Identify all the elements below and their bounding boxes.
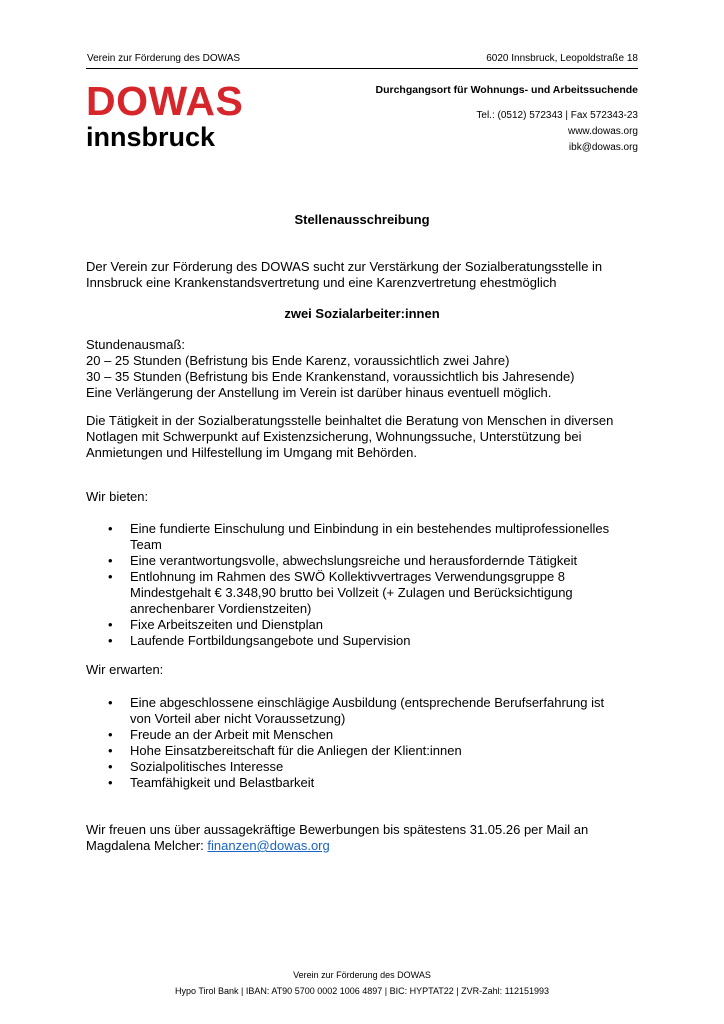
intro-line: Innsbruck eine Krankenstandsvertretung und eine Karenzvertretung ehestmöglich	[86, 275, 557, 290]
description-line: Anmietungen und Hilfestellung im Umgang mit Behörden.	[86, 445, 417, 460]
contact-email: ibk@dowas.org	[568, 142, 638, 153]
org-tagline: Durchgangsort für Wohnungs- und Arbeitssuchende	[375, 84, 638, 96]
website: www.dowas.org	[567, 126, 638, 137]
description-line: Die Tätigkeit in der Sozialberatungsstelle beinhaltet die Beratung von Menschen in diversen	[86, 413, 614, 428]
footer-org: Verein zur Förderung des DOWAS	[293, 970, 431, 980]
document-title: Stellenausschreibung	[294, 212, 430, 227]
phone-fax: Tel.: (0512) 572343 | Fax 572343-23	[476, 110, 638, 121]
list-item: • Sozialpolitisches Interesse	[86, 759, 646, 775]
contact-person: Magdalena Melcher:	[86, 838, 208, 853]
position-title: zwei Sozialarbeiter:innen	[284, 306, 440, 321]
footer-bank-details: Hypo Tirol Bank | IBAN: AT90 5700 0002 1006 4897 | BIC: HYPTAT22 | ZVR-Zahl: 112151993	[174, 986, 550, 996]
closing-line	[86, 838, 646, 854]
list-item: • Eine verantwortungsvolle, abwechslungsreiche und herausfordernde Tätigkeit	[86, 553, 646, 569]
hours-line: 30 – 35 Stunden (Befristung bis Ende Krankenstand, voraussichtlich bis Jahresende)	[86, 369, 575, 384]
header-address: 6020 Innsbruck, Leopoldstraße 18	[486, 53, 638, 64]
list-item: • Laufende Fortbildungsangebote und Supervision	[86, 633, 646, 649]
list-item: • Teamfähigkeit und Belastbarkeit	[86, 775, 646, 791]
offer-list	[86, 521, 646, 649]
expect-heading: Wir erwarten:	[86, 662, 164, 677]
application-email-link[interactable]: finanzen@dowas.org	[207, 838, 330, 853]
hours-line: 20 – 25 Stunden (Befristung bis Ende Karenz, voraussichtlich zwei Jahre)	[86, 353, 510, 368]
dowas-logo	[86, 78, 244, 152]
footer	[0, 967, 724, 999]
contact-block	[376, 84, 639, 156]
hours-paragraph	[86, 337, 646, 401]
closing-paragraph	[86, 822, 646, 854]
list-item: • Fixe Arbeitszeiten und Dienstplan	[86, 617, 646, 633]
list-item: • Entlohnung im Rahmen des SWÖ Kollektivvertrages Verwendungsgruppe 8 Mindestgehalt € 3.348,90 brutto bei Vollzeit (+ Zulagen und Berücksichtigung anrechenbarer Vordienstzeiten)	[86, 569, 646, 617]
expect-list	[86, 695, 646, 791]
hours-line: Eine Verlängerung der Anstellung im Verein ist darüber hinaus eventuell möglich.	[86, 385, 552, 400]
list-item: • Hohe Einsatzbereitschaft für die Anliegen der Klient:innen	[86, 743, 646, 759]
header-org: Verein zur Förderung des DOWAS	[87, 53, 241, 64]
intro-paragraph	[86, 259, 646, 291]
offer-heading: Wir bieten:	[86, 489, 149, 504]
closing-line: Wir freuen uns über aussagekräftige Bewerbungen bis spätestens 31.05.26 per Mail an	[86, 822, 589, 837]
description-paragraph	[86, 413, 646, 461]
intro-line: Der Verein zur Förderung des DOWAS sucht zur Verstärkung der Sozialberatungsstelle in	[86, 259, 603, 274]
description-line: Notlagen mit Schwerpunkt auf Existenzsicherung, Wohnungssuche, Unterstützung bei	[86, 429, 582, 444]
logo-innsbruck-text: innsbruck	[86, 122, 216, 152]
list-item: • Eine fundierte Einschulung und Einbindung in ein bestehendes multiprofessionelles Team	[86, 521, 646, 553]
logo-dowas-text: DOWAS	[86, 78, 244, 124]
list-item: • Freude an der Arbeit mit Menschen	[86, 727, 646, 743]
header-divider	[86, 68, 638, 69]
hours-line: Stundenausmaß:	[86, 337, 186, 352]
list-item: • Eine abgeschlossene einschlägige Ausbildung (entsprechende Berufserfahrung ist von Vorteil aber nicht Voraussetzung)	[86, 695, 646, 727]
